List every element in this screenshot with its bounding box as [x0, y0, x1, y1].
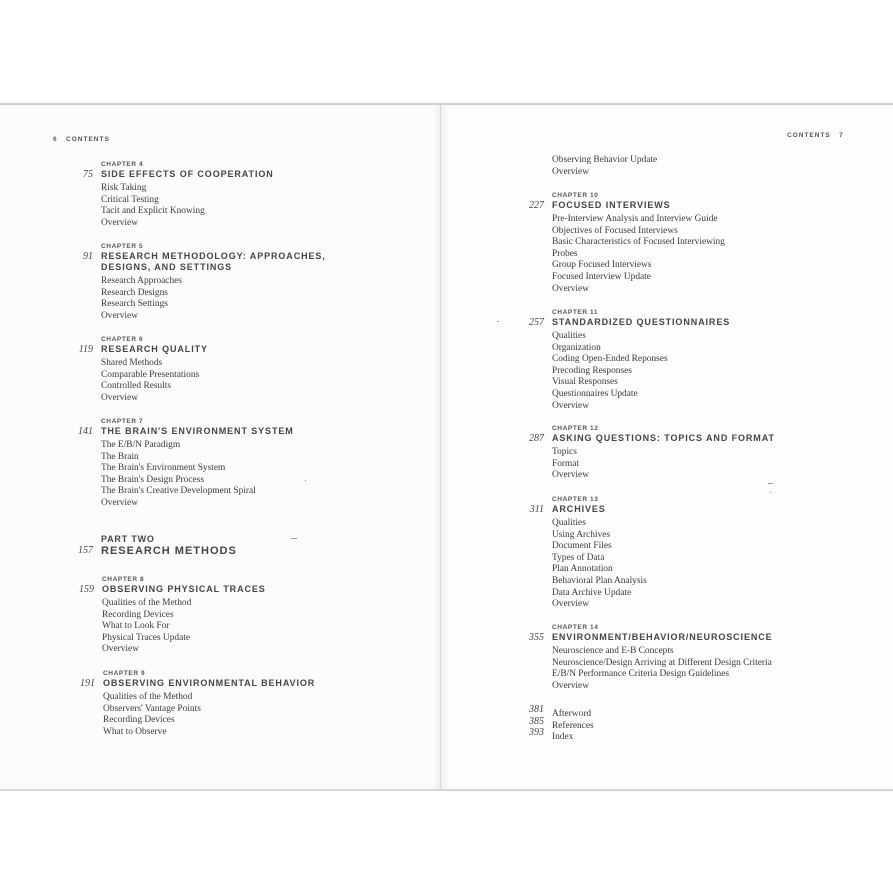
section-item: The E/B/N Paradigm [101, 440, 181, 450]
section-item: Observing Behavior Update [552, 155, 658, 165]
chapter-title: OBSERVING ENVIRONMENTAL BEHAVIOR [103, 678, 316, 688]
scan-speck [770, 492, 771, 493]
toc-chapter-9 [80, 669, 316, 738]
section-item: Questionnaires Update [552, 388, 638, 399]
chapter-label: CHAPTER 13 [552, 496, 599, 503]
chapter-page-number: 141 [78, 426, 93, 437]
section-item: Overview [552, 283, 589, 294]
back-matter-item [529, 726, 594, 743]
chapter-label: CHAPTER 8 [102, 576, 145, 583]
toc-back-matter [529, 703, 594, 743]
section-item: Overview [101, 217, 138, 228]
right-folio: 7 [839, 132, 844, 139]
section-item: Types of Data [552, 552, 605, 563]
section-item: Qualities of the Method [102, 598, 192, 608]
toc-chapter-12 [529, 424, 775, 482]
section-item: Visual Responses [552, 377, 618, 388]
toc-chapter-5 [83, 242, 326, 322]
section-item: Focused Interview Update [552, 271, 651, 282]
chapter-label: CHAPTER 12 [552, 425, 599, 432]
section-item: The Brain's Environment System [101, 463, 226, 474]
section-item: Organization [552, 342, 601, 353]
chapter-title: ASKING QUESTIONS: TOPICS AND FORMAT [552, 433, 775, 443]
toc-chapter-14 [529, 623, 773, 692]
section-item: Data Archive Update [552, 587, 632, 598]
toc-part-two [78, 533, 237, 558]
chapter-page-number: 257 [529, 317, 544, 328]
right-running-label: CONTENTS [787, 132, 831, 139]
section-item: Overview [552, 166, 589, 177]
chapter-page-number: 191 [80, 678, 95, 689]
chapter-label: CHAPTER 7 [101, 418, 144, 425]
chapter-title: SIDE EFFECTS OF COOPERATION [101, 169, 274, 179]
back-matter-title: Afterword [552, 709, 592, 719]
chapter-page-number: 287 [529, 433, 544, 444]
section-item: Observers' Vantage Points [103, 703, 201, 714]
toc-chapter-8 [79, 575, 266, 656]
scan-speck [497, 321, 499, 322]
chapter-title: ARCHIVES [552, 504, 606, 514]
section-item: Research Settings [101, 299, 168, 310]
right-running-head [787, 132, 844, 139]
back-matter-title: Index [552, 732, 574, 743]
chapter-page-number: 91 [83, 251, 93, 262]
section-item: Recording Devices [103, 715, 175, 726]
section-item: Overview [552, 599, 589, 610]
section-item: Format [552, 458, 580, 469]
section-item: What to Look For [102, 621, 170, 632]
chapter-title-continued: DESIGNS, AND SETTINGS [101, 262, 233, 272]
section-item: Plan Annotation [552, 564, 613, 575]
section-item: Comparable Presentations [101, 369, 200, 380]
chapter-label: CHAPTER 10 [552, 192, 599, 199]
section-item: Neuroscience/Design Arriving at Different Design Criteria [552, 657, 772, 668]
chapter-title: FOCUSED INTERVIEWS [552, 200, 671, 210]
section-item: Recording Devices [102, 609, 174, 620]
chapter-label: CHAPTER 14 [552, 624, 599, 631]
section-item: Overview [552, 470, 589, 481]
chapter-page-number: 355 [529, 632, 544, 643]
scan-speck [768, 483, 773, 484]
section-item: Topics [552, 447, 577, 457]
toc-chapter-7 [78, 417, 294, 510]
section-item: Qualities of the Method [103, 692, 193, 702]
section-item: Overview [102, 644, 139, 655]
chapter-page-number: 311 [529, 504, 544, 515]
section-item: Probes [552, 248, 578, 259]
bottom-page-edge [0, 789, 893, 791]
part-page-number: 157 [78, 545, 93, 556]
left-running-head [53, 136, 110, 143]
chapter-title: ENVIRONMENT/BEHAVIOR/NEUROSCIENCE [552, 632, 773, 642]
toc-chapter-11 [529, 308, 731, 412]
chapter-title: STANDARDIZED QUESTIONNAIRES [552, 317, 731, 327]
section-item: Overview [101, 497, 138, 508]
toc-chapter-6 [78, 335, 208, 404]
chapter-label: CHAPTER 5 [101, 243, 144, 250]
section-item: The Brain [101, 451, 139, 462]
section-item: Overview [552, 400, 589, 411]
toc-chapter-4 [83, 160, 274, 229]
back-matter-page-number: 381 [529, 704, 544, 715]
section-item: Using Archives [552, 529, 611, 540]
section-item: Shared Methods [101, 358, 163, 368]
back-matter-title: References [552, 720, 594, 731]
back-matter-page-number: 385 [529, 715, 544, 727]
chapter-page-number: 119 [78, 344, 93, 355]
section-item: Document Files [552, 541, 612, 552]
section-item: Behavioral Plan Analysis [552, 575, 647, 586]
back-matter-item [529, 703, 594, 719]
chapter-page-number: 159 [79, 584, 94, 595]
chapter-label: CHAPTER 11 [552, 309, 599, 316]
section-item: Overview [552, 680, 589, 691]
chapter-label: CHAPTER 9 [103, 670, 146, 677]
section-item: Research Designs [101, 287, 168, 298]
part-label: PART TWO [101, 534, 155, 544]
left-running-label: CONTENTS [66, 136, 110, 143]
top-page-edge [0, 103, 893, 105]
left-folio: 6 [53, 136, 58, 143]
section-item: Overview [101, 310, 138, 321]
section-item: What to Observe [103, 726, 167, 737]
back-matter-item [529, 715, 594, 731]
section-item: Qualities [552, 331, 586, 341]
section-item: Critical Testing [101, 194, 159, 205]
section-item: Group Focused Interviews [552, 260, 652, 271]
scan-speck [305, 480, 306, 481]
chapter-page-number: 227 [529, 200, 544, 211]
section-item: Qualities [552, 518, 586, 528]
section-item: Risk Taking [101, 183, 147, 193]
toc-continued-sections [552, 155, 657, 178]
section-item: Research Approaches [101, 276, 182, 286]
toc-chapter-10 [529, 191, 725, 295]
part-title: RESEARCH METHODS [101, 545, 237, 557]
section-item: Neuroscience and E-B Concepts [552, 646, 674, 656]
section-item: E/B/N Performance Criteria Design Guidelines [552, 669, 730, 680]
section-item: Overview [101, 392, 138, 403]
chapter-title: RESEARCH METHODOLOGY: APPROACHES, [101, 251, 326, 261]
section-item: Objectives of Focused Interviews [552, 225, 678, 236]
chapter-label: CHAPTER 4 [101, 161, 144, 168]
chapter-title: OBSERVING PHYSICAL TRACES [102, 584, 266, 594]
scan-speck [291, 538, 297, 539]
section-item: The Brain's Design Process [101, 474, 204, 485]
chapter-title: THE BRAIN'S ENVIRONMENT SYSTEM [101, 426, 294, 436]
section-item: Precoding Responses [552, 365, 632, 376]
section-item: Tacit and Explicit Knowing [101, 206, 205, 217]
section-item: Coding Open-Ended Reponses [552, 354, 668, 365]
section-item: Controlled Results [101, 381, 172, 392]
section-item: Basic Characteristics of Focused Interviewing [552, 237, 725, 248]
section-item: Pre-Interview Analysis and Interview Guide [552, 214, 718, 224]
section-item: The Brain's Creative Development Spiral [101, 486, 256, 497]
chapter-page-number: 75 [83, 169, 93, 180]
chapter-label: CHAPTER 6 [101, 336, 144, 343]
section-item: Physical Traces Update [102, 632, 191, 643]
toc-chapter-13 [529, 495, 647, 611]
back-matter-page-number: 393 [529, 727, 544, 739]
chapter-title: RESEARCH QUALITY [101, 344, 208, 354]
